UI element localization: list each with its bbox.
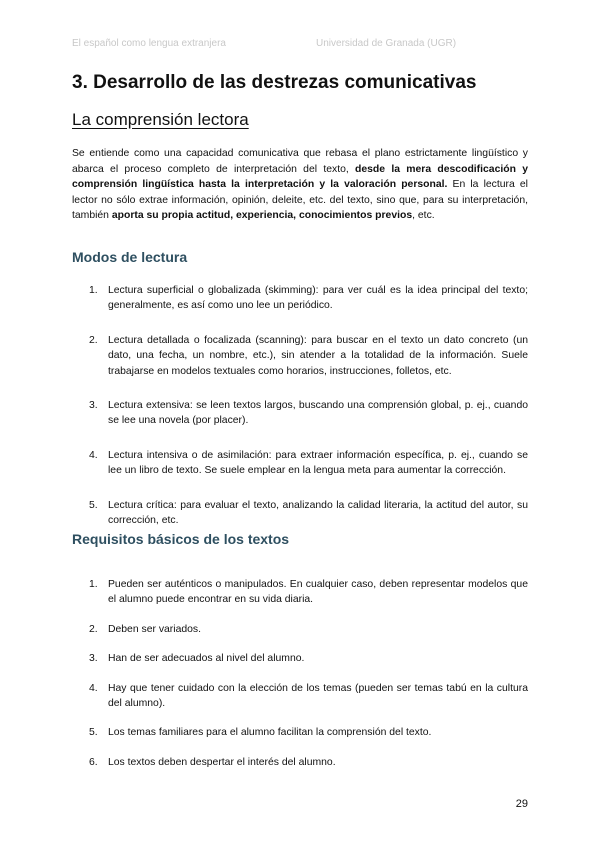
list-item-text: Pueden ser auténticos o manipulados. En cualquier caso, deben representar modelos que el alumno puede encontrar en su vida diaria.	[108, 579, 528, 606]
list-item-number: 1.	[89, 285, 98, 296]
list-item-text: Los textos deben despertar el interés del alumno.	[108, 756, 336, 768]
intro-paragraph	[72, 146, 528, 224]
intro-text-2: En la lectura el lector no sólo extrae información, opinión, deleite, etc. del texto, sino que, para su interpretación, también	[72, 179, 528, 222]
list-item-number: 6.	[89, 756, 98, 768]
chapter-title: 3. Desarrollo de las destrezas comunicativas	[72, 72, 477, 93]
header-right-text: Universidad de Granada (UGR)	[316, 38, 457, 49]
list-item-number: 5.	[89, 499, 98, 511]
list-item-number: 3.	[89, 400, 98, 412]
list-item-text: Lectura crítica: para evaluar el texto, analizando la calidad literaria, la actitud del autor, su corrección, etc.	[108, 499, 528, 527]
list-item	[72, 651, 528, 666]
list-item-number: 1.	[89, 579, 98, 590]
list-item	[72, 577, 528, 608]
list-item	[72, 622, 528, 637]
section-title: La comprensión lectora	[72, 110, 249, 129]
list-item-text: Los temas familiares para el alumno facilitan la comprensión del texto.	[108, 727, 432, 739]
list-item-text: Lectura superficial o globalizada (skimming): para ver cuál es la idea principal del texto; generalmente, es así como uno lee un periódico.	[108, 285, 528, 312]
intro-text-3: , etc.	[412, 210, 435, 222]
header-left-text: El español como lengua extranjera	[72, 38, 226, 49]
list-item-number: 2.	[89, 623, 98, 635]
modos-list	[72, 283, 528, 547]
list-item-text: Lectura detallada o focalizada (scanning): para buscar en el texto un dato concreto (un dato, una fecha, un nombre, etc.), sin atender a la totalidad de la información. Suele trabajarse en modelos textuales como horarios, instrucciones, folletos, etc.	[108, 334, 528, 377]
list-item-number: 3.	[89, 653, 98, 665]
list-item	[72, 755, 528, 770]
intro-bold-2: aporta su propia actitud, experiencia, conocimientos previos	[111, 210, 413, 222]
list-item-number: 4.	[89, 449, 98, 461]
list-item-text: Lectura extensiva: se leen textos largos, buscando una comprensión global, p. ej., cuando se lee una novela (por placer).	[108, 400, 528, 427]
list-item	[72, 448, 528, 479]
list-item-text: Lectura intensiva o de asimilación: para extraer información específica, p. ej., cuando se lee un libro de texto. Se suele emplear en la lengua meta para aumentar la corrección.	[108, 449, 528, 477]
list-item	[72, 333, 528, 379]
page-number: 29	[515, 798, 528, 810]
list-item-number: 5.	[89, 727, 98, 739]
list-item	[72, 283, 528, 314]
list-item	[72, 498, 528, 529]
intro-text-1: Se entiende como una capacidad comunicativa que rebasa el plano estrictamente lingüístico y abarca el proceso completo de interpretación del texto,	[72, 148, 528, 175]
list-item-text: Hay que tener cuidado con la elección de los temas (pueden ser temas tabú en la cultura del alumno).	[108, 682, 528, 710]
list-item-number: 2.	[89, 334, 98, 346]
list-item	[72, 681, 528, 712]
list-item	[72, 725, 528, 740]
requisitos-list	[72, 577, 528, 784]
requisitos-heading: Requisitos básicos de los textos	[72, 531, 290, 547]
intro-bold-1: desde la mera descodificación y comprensión lingüística hasta la interpretación y la valoración personal.	[72, 163, 528, 191]
list-item	[72, 398, 528, 429]
list-item-number: 4.	[89, 682, 98, 694]
modos-heading: Modos de lectura	[72, 249, 188, 265]
list-item-text: Han de ser adecuados al nivel del alumno.	[108, 653, 305, 665]
list-item-text: Deben ser variados.	[108, 623, 201, 635]
